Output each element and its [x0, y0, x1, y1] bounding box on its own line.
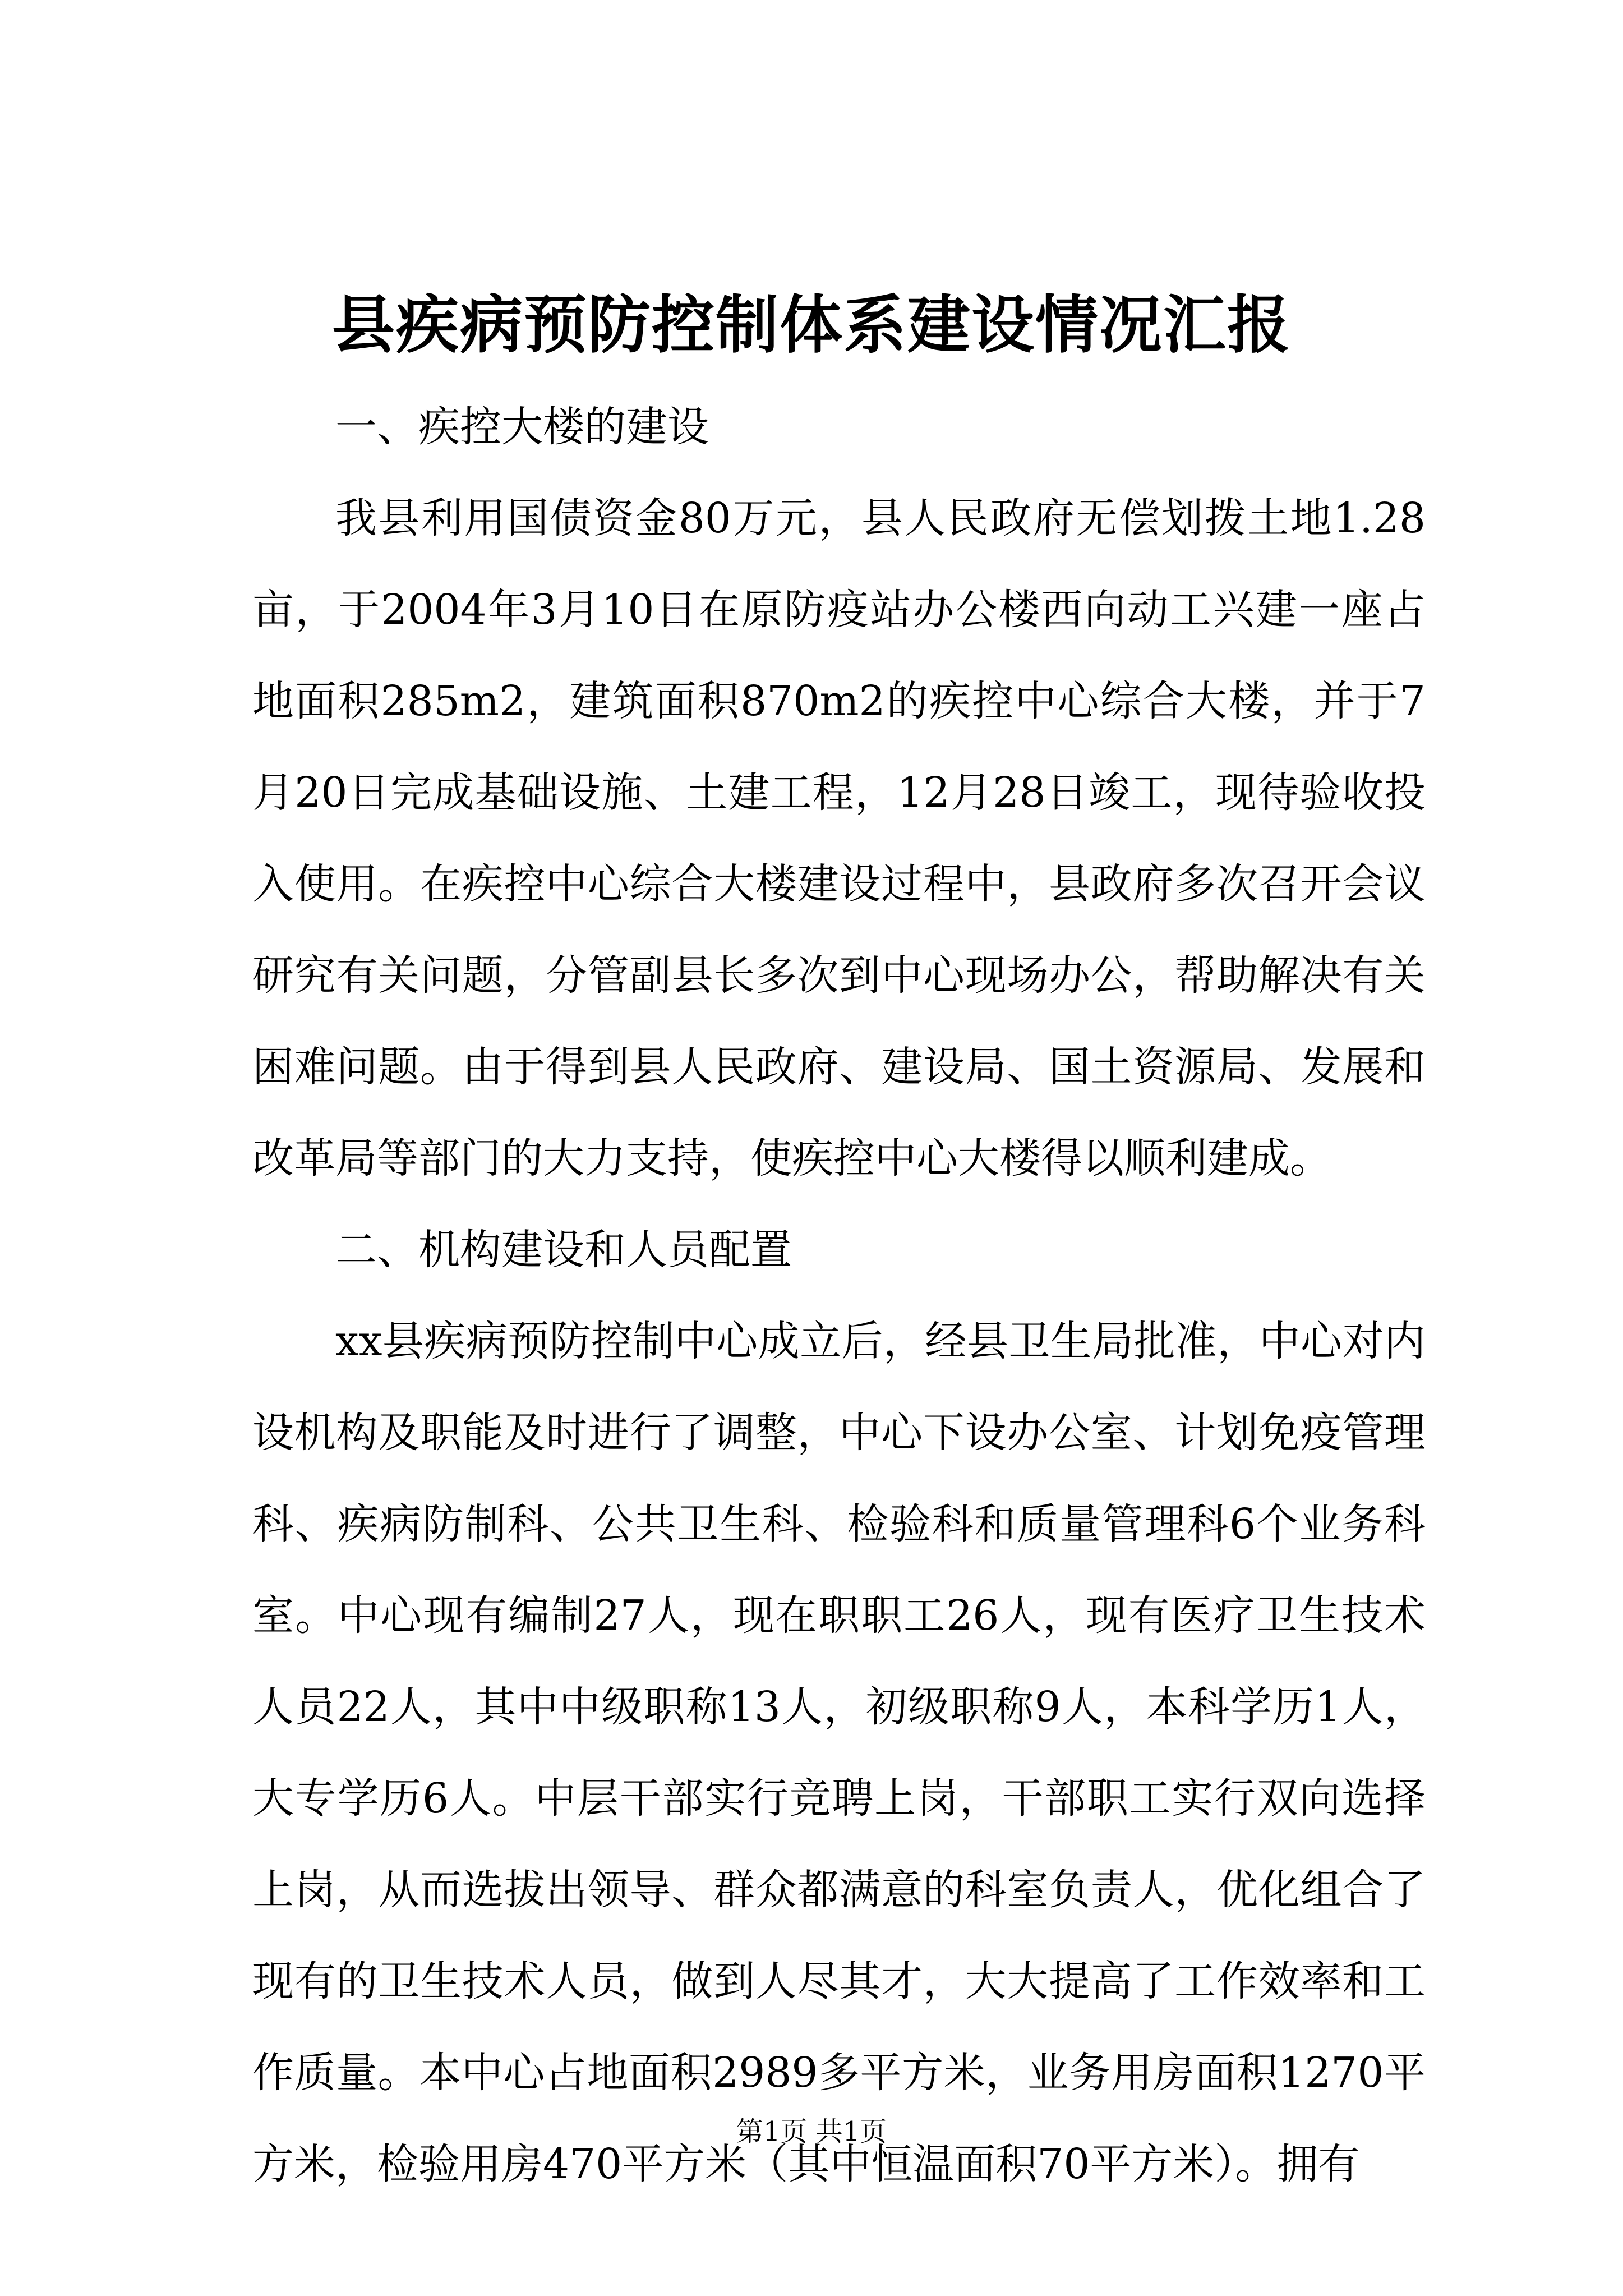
paragraph-organization: xx县疾病预防控制中心成立后，经县卫生局批准，中心对内设机构及职能及时进行了调整，中心下设办公室、计划免疫管理科、疾病防制科、公共卫生科、检验科和质量管理科6个业务科室。中心现有编制27人，现在职职工26人，现有医疗卫生技术人员22人，其中中级职称13人，初级职称9人，本科学历1人，大专学历6人。中层干部实行竞聘上岗，干部职工实行双向选择上岗，从而选拔出领导、群众都满意的科室负责人，优化组合了现有的卫生技术人员，做到人尽其才，大大提高了工作效率和工作质量。本中心占地面积2989多平方米，业务用房面积1270平方米，检验用房470平方米（其中恒温面积70平方米）。拥有	[252, 1317, 1426, 2188]
paragraph-building: 我县利用国债资金80万元，县人民政府无偿划拨土地1.28亩，于2004年3月10日在原防疫站办公楼西向动工兴建一座占地面积285m2，建筑面积870m2的疾控中心综合大楼，并于7月20日完成基础设施、土建工程，12月28日竣工，现待验收投入使用。在疾控中心综合大楼建设过程中，县政府多次召开会议研究有关问题，分管副县长多次到中心现场办公，帮助解决有关困难问题。由于得到县人民政府、建设局、国土资源局、发展和改革局等部门的大力支持，使疾控中心大楼得以顺利建成。	[252, 494, 1426, 1182]
section-heading-organization: 二、机构建设和人员配置	[335, 1226, 792, 1274]
page-number-footer: 第1页 共1页	[736, 2116, 887, 2147]
document-body	[252, 381, 1426, 2210]
document-title: 县疾病预防控制体系建设情况汇报	[332, 289, 1291, 362]
section-heading-building: 一、疾控大楼的建设	[335, 403, 709, 451]
